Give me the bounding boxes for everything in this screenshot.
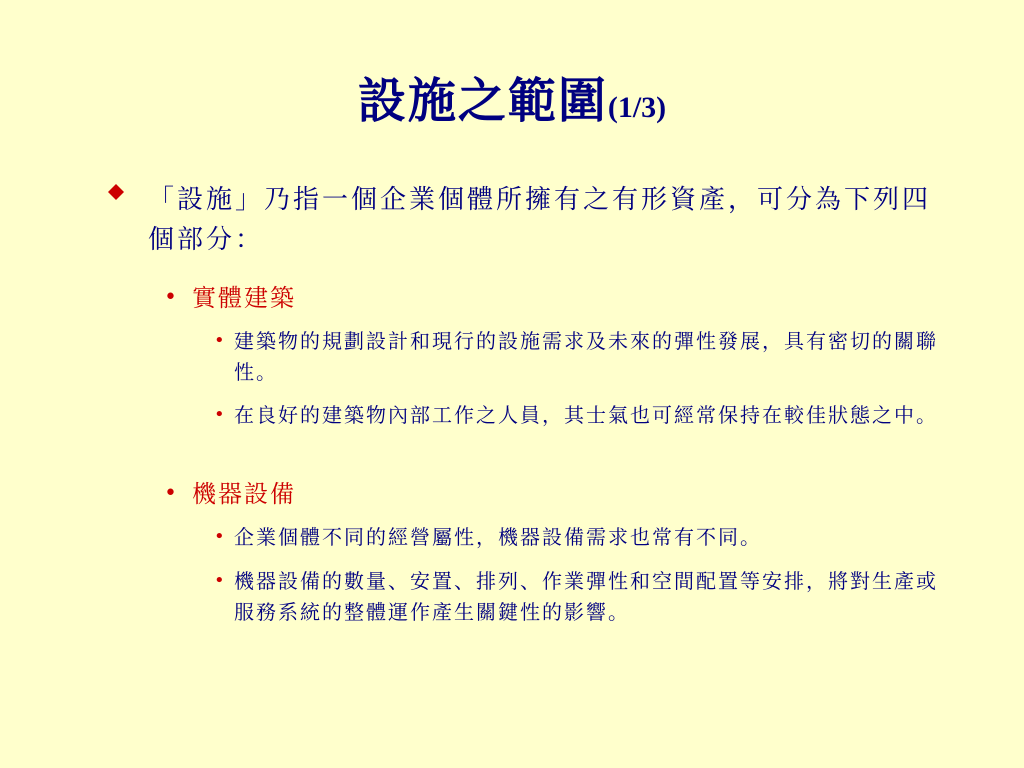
list-item-text: 在良好的建築物內部工作之人員，其士氣也可經常保持在較佳狀態之中。 [234, 403, 938, 427]
sub-bullet-icon: • [214, 404, 225, 425]
section-heading-label: 實體建築 [192, 284, 296, 312]
intro-text: 「設施」乃指一個企業個體所擁有之有形資產，可分為下列四個部分： [148, 185, 932, 255]
diamond-bullet-icon [108, 184, 124, 200]
title-main: 設施之範圍 [357, 73, 608, 129]
list-item-text: 建築物的規劃設計和現行的設施需求及未來的彈性發展，具有密切的關聯性。 [234, 329, 938, 384]
slide-title [0, 62, 1024, 131]
section-bullet-icon: • [164, 285, 177, 310]
section-bullet-icon: • [164, 481, 177, 506]
sub-bullet-icon: • [214, 526, 225, 547]
list-item-text: 企業個體不同的經營屬性，機器設備需求也常有不同。 [234, 525, 762, 549]
title-page-indicator: (1/3) [607, 91, 667, 124]
sub-bullet-icon: • [214, 330, 225, 351]
sub-bullet-icon: • [214, 570, 225, 591]
list-item-text: 機器設備的數量、安置、排列、作業彈性和空間配置等安排，將對生產或服務系統的整體運作產生關鍵性的影響。 [234, 569, 938, 624]
section-heading-label: 機器設備 [192, 480, 296, 508]
